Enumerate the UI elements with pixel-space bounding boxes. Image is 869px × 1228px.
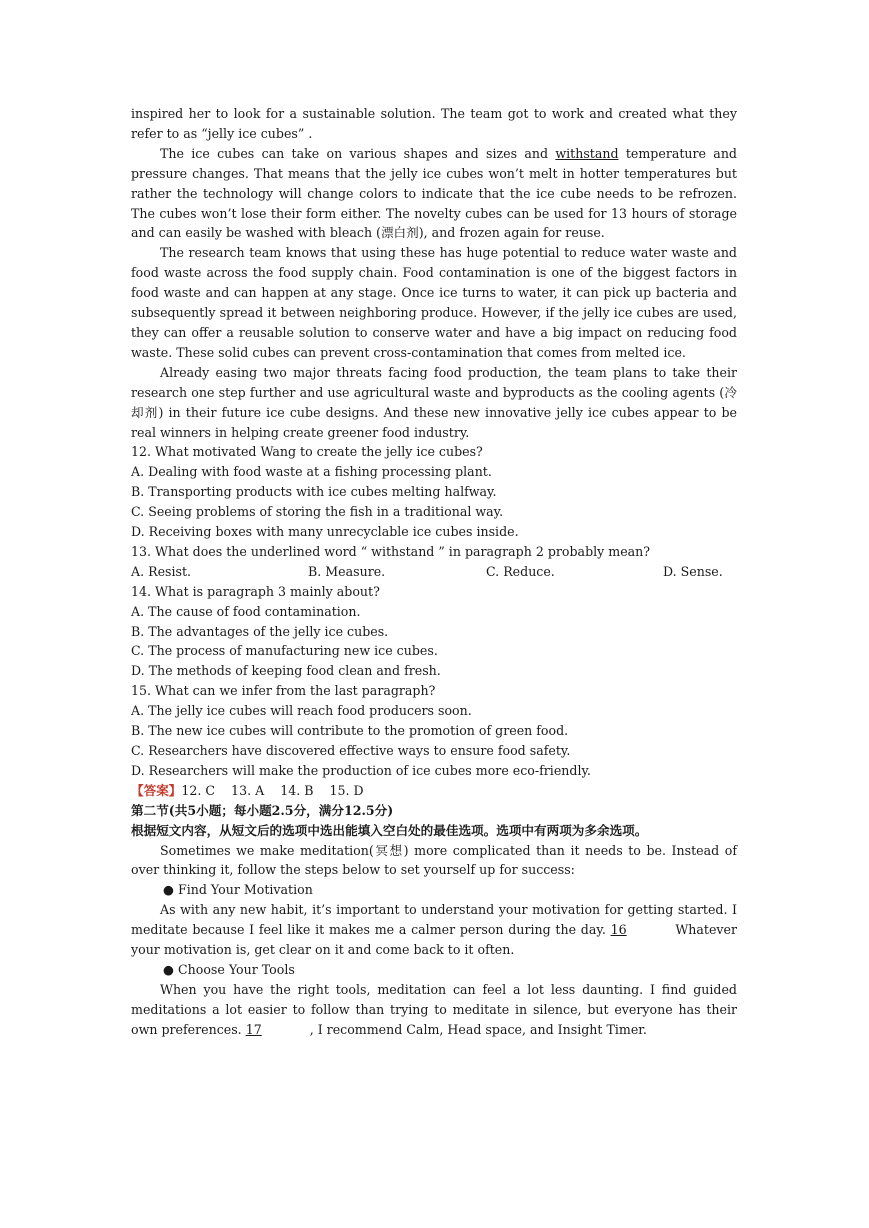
- question-15-option-b: B. The new ice cubes will contribute to the promotion of green food.: [131, 723, 569, 739]
- question-14-option-a: A. The cause of food contamination.: [131, 603, 361, 619]
- question-12-option-a: A. Dealing with food waste at a fishing processing plant.: [131, 464, 492, 480]
- cloze-paragraph-2: As with any new habit, it’s important to understand your motivation for getting started. I meditate because I feel like it makes me a calmer person during the day. 16 Whatever your motivation is, get clear on it and come back to it often.: [131, 902, 737, 958]
- underlined-word: withstand: [555, 145, 619, 161]
- passage-paragraph-4: Already easing two major threats facing food production, the team plans to take their research one step further and use agricultural waste and byproducts as the cooling agents (冷却剂) in their future ice cube designs. And these new innovative jelly ice cubes appear to be real winners in helping create greener food industry.: [131, 364, 737, 440]
- question-15-option-c: C. Researchers have discovered effective ways to ensure food safety.: [131, 743, 571, 758]
- answer-tag: 【答案】: [131, 782, 182, 798]
- question-13-options: [131, 562, 737, 582]
- question-12-option-c: C. Seeing problems of storing the fish in a traditional way.: [131, 504, 504, 520]
- cloze-paragraph-3: When you have the right tools, meditation can feel a lot less daunting. I find guided meditations a lot easier to follow than trying to meditate in silence, but everyone has their own preferences. 17 , I recommend Calm, Head space, and Insight Timer.: [131, 980, 737, 1040]
- question-14-option-b: B. The advantages of the jelly ice cubes.: [131, 623, 389, 639]
- answer-line: [131, 781, 737, 801]
- answer-text: 12. C 13. A 14. B 15. D: [181, 782, 364, 798]
- passage-paragraph-1-continued: inspired her to look for a sustainable solution. The team got to work and created what they refer to as “jelly ice cubes” .: [131, 106, 737, 141]
- question-13-option-c: C. Reduce.: [486, 563, 555, 579]
- cloze-paragraph-1: Sometimes we make meditation(冥想) more complicated than it needs to be. Instead of over thinking it, follow the steps below to set yourself up for success:: [131, 842, 737, 878]
- question-12: 12. What motivated Wang to create the jelly ice cubes?: [131, 444, 483, 460]
- blank-16: 16: [610, 922, 627, 938]
- question-14: 14. What is paragraph 3 mainly about?: [131, 583, 380, 599]
- question-15-option-a: A. The jelly ice cubes will reach food producers soon.: [131, 703, 472, 719]
- question-12-option-d: D. Receiving boxes with many unrecyclable ice cubes inside.: [131, 524, 519, 540]
- section-2-heading: 第二节(共5小题；每小题2.5分，满分12.5分): [131, 802, 394, 818]
- section-2-instruction: 根据短文内容，从短文后的选项中选出能填入空白处的最佳选项。选项中有两项为多余选项。: [131, 822, 648, 838]
- cloze-heading-tools: ● Choose Your Tools: [163, 961, 295, 977]
- question-13-option-b: B. Measure.: [308, 563, 386, 579]
- question-14-option-c: C. The process of manufacturing new ice cubes.: [131, 643, 438, 659]
- passage-paragraph-3: The research team knows that using these has huge potential to reduce water waste and food waste across the food supply chain. Food contamination is one of the biggest factors in food waste and can happen at any stage. Once ice turns to water, it can pick up bacteria and subsequently spread it between neighboring produce. However, if the jelly ice cubes are used, they can offer a reusable solution to conserve water and have a big impact on reducing food waste. These solid cubes can prevent cross-contamination that comes from melted ice.: [131, 245, 737, 360]
- question-12-option-b: B. Transporting products with ice cubes melting halfway.: [131, 484, 497, 500]
- question-14-option-d: D. The methods of keeping food clean and fresh.: [131, 663, 441, 679]
- cloze-heading-motivation: ● Find Your Motivation: [163, 882, 313, 898]
- question-13: 13. What does the underlined word “ withstand ” in paragraph 2 probably mean?: [131, 543, 651, 559]
- blank-17: 17: [245, 1021, 262, 1037]
- exam-page: [131, 104, 737, 1040]
- question-15-option-d: D. Researchers will make the production of ice cubes more eco-friendly.: [131, 762, 591, 778]
- question-15: 15. What can we infer from the last paragraph?: [131, 683, 436, 699]
- question-13-option-a: A. Resist.: [131, 563, 192, 579]
- question-13-option-d: D. Sense.: [663, 563, 723, 579]
- passage-paragraph-2: The ice cubes can take on various shapes and sizes and withstand temperature and pressure changes. That means that the jelly ice cubes won’t melt in hotter temperatures but rather the technology will change colors to indicate that the ice cube needs to be refrozen. The cubes won’t lose their form either. The novelty cubes can be used for 13 hours of storage and can easily be washed with bleach (漂白剂), and frozen again for reuse.: [131, 145, 737, 241]
